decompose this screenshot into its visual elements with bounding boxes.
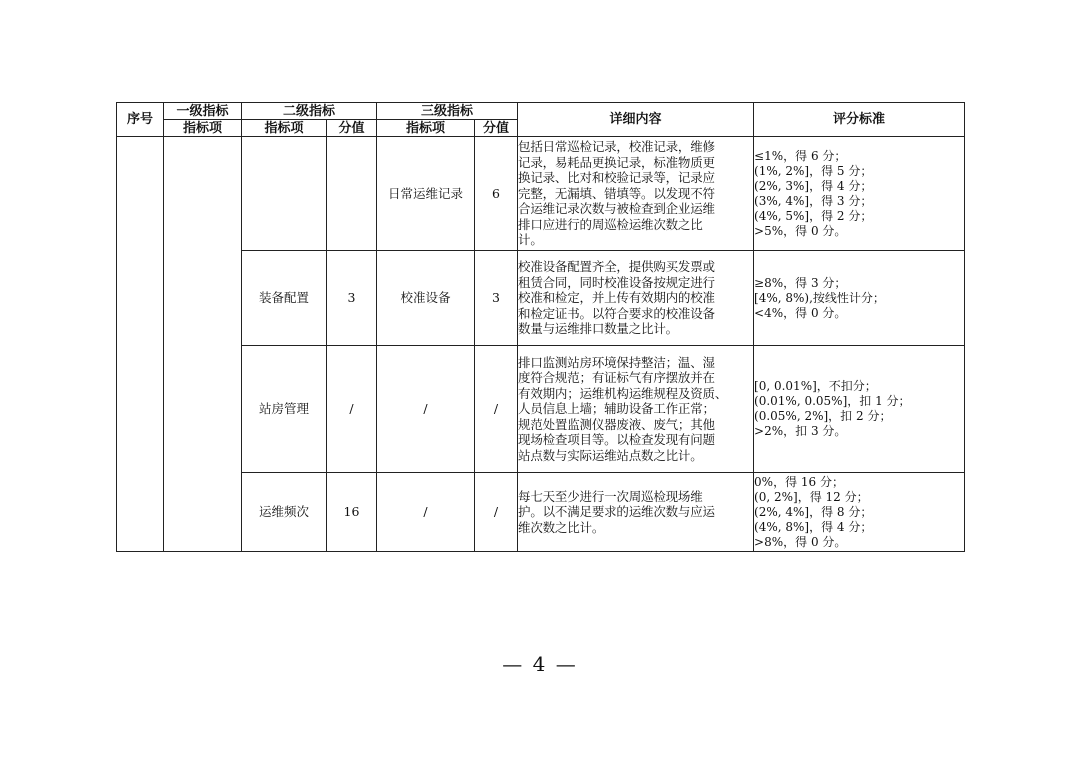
- detail-cell: 校准设备配置齐全，提供购买发票或 租赁合同，同时校准设备按规定进行 校准和检定，并上传有效期内的校准 和检定证书。以符合要求的校准设备 数量与运维排口数量之比计。: [518, 251, 754, 346]
- table-row: [117, 251, 965, 346]
- header-seq: 序号: [117, 103, 164, 137]
- header-level2-score: 分值: [327, 120, 377, 137]
- level2-score-cell: 3: [327, 251, 377, 346]
- page-number: — 4 —: [502, 652, 578, 676]
- level3-score-cell: 6: [475, 137, 518, 251]
- header-level3: 三级指标: [377, 103, 518, 120]
- level2-score-cell: 16: [327, 473, 377, 552]
- level2-item-cell: 运维频次: [242, 473, 327, 552]
- header-level1: 一级指标: [164, 103, 242, 120]
- header-level3-score: 分值: [475, 120, 518, 137]
- level2-item-cell: 装备配置: [242, 251, 327, 346]
- header-level1-item: 指标项: [164, 120, 242, 137]
- header-detail: 详细内容: [518, 103, 754, 137]
- level2-score-cell: /: [327, 346, 377, 473]
- header-level2-item: 指标项: [242, 120, 327, 137]
- level2-score-cell: [327, 137, 377, 251]
- standard-cell: ≤1%，得 6 分； (1%, 2%]，得 5 分； (2%, 3%]，得 4 分； (3%, 4%]，得 3 分； (4%, 5%]，得 2 分； >5%，得 0 分。: [754, 137, 965, 251]
- header-level2: 二级指标: [242, 103, 377, 120]
- level3-item-cell: /: [377, 473, 475, 552]
- level1-item-cell: [164, 137, 242, 552]
- detail-cell: 每七天至少进行一次周巡检现场维 护。以不满足要求的运维次数与应运 维次数之比计。: [518, 473, 754, 552]
- level3-item-cell: 日常运维记录: [377, 137, 475, 251]
- table-row: [117, 346, 965, 473]
- level3-score-cell: /: [475, 346, 518, 473]
- detail-cell: 包括日常巡检记录，校准记录，维修 记录，易耗品更换记录，标准物质更 换记录、比对和校验记录等，记录应 完整，无漏填、错填等。以发现不符 合运维记录次数与被检查到企业运维 排口应进行的周巡检运维次数之比 计。: [518, 137, 754, 251]
- standard-cell: ≥8%，得 3 分； [4%, 8%),按线性计分； <4%，得 0 分。: [754, 251, 965, 346]
- seq-cell: [117, 137, 164, 552]
- level2-item-cell: 站房管理: [242, 346, 327, 473]
- header-standard: 评分标准: [754, 103, 965, 137]
- standard-cell: [0, 0.01%]，不扣分； (0.01%, 0.05%]，扣 1 分； (0.05%, 2%]，扣 2 分； >2%，扣 3 分。: [754, 346, 965, 473]
- level3-score-cell: /: [475, 473, 518, 552]
- standard-cell: 0%，得 16 分； (0, 2%]，得 12 分； (2%, 4%]，得 8 分； (4%, 8%]，得 4 分； >8%，得 0 分。: [754, 473, 965, 552]
- level2-item-cell: [242, 137, 327, 251]
- header-level3-item: 指标项: [377, 120, 475, 137]
- level3-item-cell: 校准设备: [377, 251, 475, 346]
- table-row: [117, 473, 965, 552]
- indicator-table: [116, 102, 965, 552]
- level3-score-cell: 3: [475, 251, 518, 346]
- level3-item-cell: /: [377, 346, 475, 473]
- detail-cell: 排口监测站房环境保持整洁；温、湿 度符合规范；有证标气有序摆放并在 有效期内；运维机构运维规程及资质、 人员信息上墙；辅助设备工作正常； 规范处置监测仪器废液、废气；其他 现场检查项目等。以检查发现有问题 站点数与实际运维站点数之比计。: [518, 346, 754, 473]
- header-row-1: [117, 103, 965, 120]
- table-row: [117, 137, 965, 251]
